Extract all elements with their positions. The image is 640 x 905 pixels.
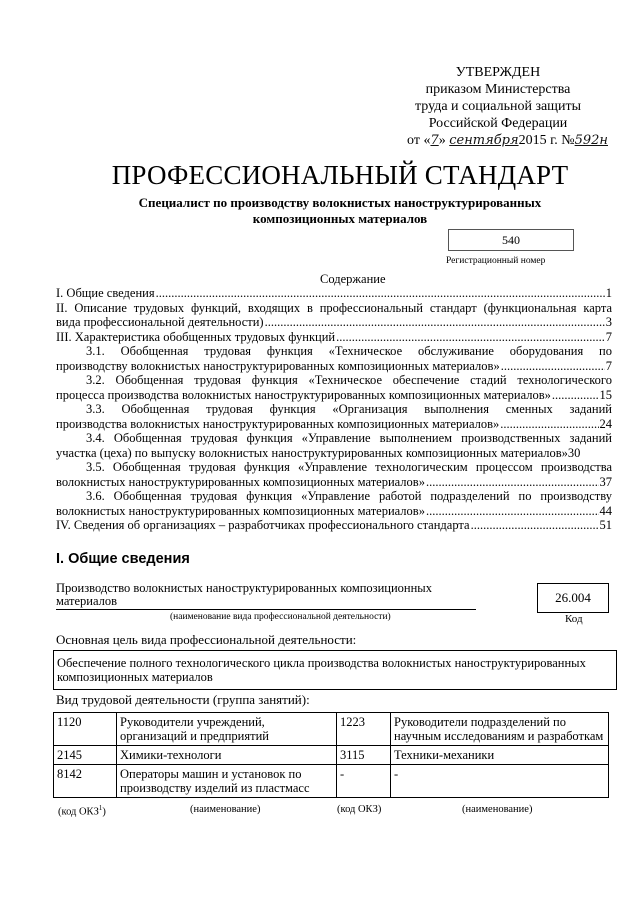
okz-code: - (337, 765, 391, 798)
toc-item-3-3[interactable]: 3.3. Обобщенная трудовая функция «Организация выполнения сменных заданий производства волокнистых наноструктурированных композиционных материалов» ..... 24 (56, 402, 612, 431)
order-day: 7 (430, 133, 439, 148)
activity-label: (наименование вида профессиональной деятельности) (170, 612, 391, 622)
table-row (54, 713, 609, 746)
toc-item-3-1[interactable]: 3.1. Обобщенная трудовая функция «Техническое обслуживание оборудования по производству волокнистых наноструктурированных композиционных материалов» ..... 7 (56, 344, 612, 373)
okz-name: Руководители учреждений, организаций и предприятий (117, 713, 337, 746)
toc-heading: Содержание (320, 272, 386, 286)
approval-line-1: УТВЕРЖДЕН (455, 65, 541, 80)
section-title: I. Общие сведения (56, 551, 190, 567)
okz-code: 3115 (337, 746, 391, 765)
page-subtitle: Специалист по производству волокнистых наноструктурированных композиционных материалов (138, 195, 542, 226)
approval-line-2: приказом Министерства (425, 82, 571, 97)
order-number: 592н (574, 133, 608, 148)
okz-name: - (391, 765, 609, 798)
okz-name: Операторы машин и установок по производству изделий из пластмасс (117, 765, 337, 798)
goal-label: Основная цель вида профессиональной деятельности: (56, 632, 357, 647)
toc-item-2[interactable]: II. Описание трудовых функций, входящих в профессиональный стандарт (функциональная карта вида профессиональной деятельности) ..... 3 (56, 301, 612, 330)
foot-code-label-1: (код ОКЗ$^1$) (58, 804, 106, 818)
registration-label: Регистрационный номер (446, 256, 546, 266)
okz-name: Техники-механики (391, 746, 609, 765)
table-row (54, 765, 609, 798)
foot-code-label-2: (код ОКЗ) (337, 804, 382, 815)
registration-number: 540 (448, 229, 574, 251)
approval-order: от «7» сентября2015 г. №592н (407, 133, 608, 148)
order-month: сентября (449, 133, 519, 148)
page-title: ПРОФЕССИОНАЛЬНЫЙ СТАНДАРТ (111, 160, 569, 190)
code-label: Код (565, 613, 583, 625)
foot-name-label-1: (наименование) (190, 804, 261, 815)
approval-block (388, 64, 608, 149)
okz-name: Химики-технологи (117, 746, 337, 765)
foot-name-label-2: (наименование) (462, 804, 533, 815)
approval-line-4: Российской Федерации (428, 116, 568, 131)
toc-item-3-2[interactable]: 3.2. Обобщенная трудовая функция «Техническое обеспечение стадий технологического процесса производства волокнистых наноструктурированных композиционных материалов» ..... 15 (56, 373, 612, 402)
okz-code: 8142 (54, 765, 117, 798)
goal-text: Обеспечение полного технологического цикла производства волокнистых наноструктурированных композиционных материалов (53, 650, 617, 690)
toc-item-4[interactable]: IV. Сведения об организациях – разработчиках профессионального стандарта ..... 51 (56, 518, 612, 533)
toc-item-3-6[interactable]: 3.6. Обобщенная трудовая функция «Управление работой подразделений по производству волокнистых наноструктурированных композиционных материалов» ..... 44 (56, 489, 612, 518)
okz-code: 1223 (337, 713, 391, 746)
toc-item-3[interactable]: III. Характеристика обобщенных трудовых функций ..... 7 (56, 330, 612, 345)
okz-name: Руководители подразделений по научным исследованиям и разработкам (391, 713, 609, 746)
toc-item-1[interactable]: I. Общие сведения ..... 1 (56, 286, 612, 301)
toc-item-3-4[interactable]: 3.4. Обобщенная трудовая функция «Управление выполнением производственных заданий участка (цеха) по выпуску волокнистых наноструктурированных композиционных материалов» 30 (56, 431, 612, 460)
okz-code: 1120 (54, 713, 117, 746)
table-row (54, 746, 609, 765)
activity-name: Производство волокнистых наноструктурированных композиционных материалов (56, 582, 476, 610)
groups-label: Вид трудовой деятельности (группа занятий): (56, 692, 310, 707)
toc-item-3-5[interactable]: 3.5. Обобщенная трудовая функция «Управление технологическим процессом производства волокнистых наноструктурированных композиционных материалов» ..... 37 (56, 460, 612, 489)
approval-line-3: труда и социальной защиты (415, 99, 581, 114)
okz-code: 2145 (54, 746, 117, 765)
activity-code: 26.004 (537, 583, 609, 613)
table-of-contents (56, 286, 612, 533)
occupation-groups-table (53, 712, 609, 798)
